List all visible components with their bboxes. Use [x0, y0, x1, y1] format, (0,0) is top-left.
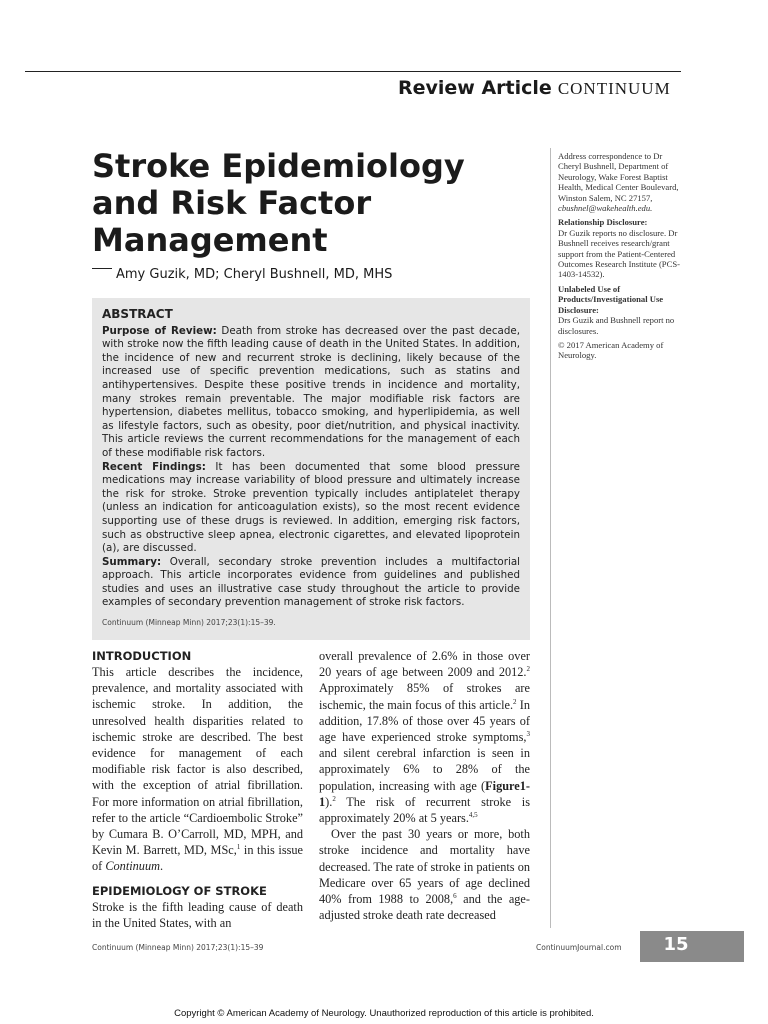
abstract-content [102, 308, 520, 610]
introduction-paragraph [92, 664, 303, 875]
sidebar-divider [550, 148, 551, 928]
unlabeled-use-disclosure [558, 284, 686, 336]
body-column-left [92, 648, 303, 931]
prevalence-text-2: Approximately 85% of strokes are ischemic, the main focus of this article. [319, 681, 530, 712]
reference-4-5[interactable]: 4,5 [468, 810, 478, 819]
intro-text: This article describes the incidence, prevalence, and mortality associated with ischemic stroke. In addition, the unresolved health disparities related to ischemic stroke are described. The best evidence for management of each modifiable risk factor is also described, with the exception of atrial fibrillation. For more information on atrial fibrillation, refer to the article “Cardioembolic Stroke” by Cumara B. O’Carroll, MD, MPH, and Kevin M. Barrett, MD, MSc, [92, 665, 303, 858]
reference-2b[interactable]: 2 [513, 697, 517, 706]
sidebar-copyright: © 2017 American Academy of Neurology. [558, 339, 664, 361]
epidemiology-heading: EPIDEMIOLOGY OF STROKE [92, 883, 267, 898]
epidemiology-paragraph: Stroke is the fifth leading cause of death in the United States, with an [92, 899, 303, 930]
abstract-summary [102, 556, 520, 610]
prevalence-text-5: ). [325, 794, 333, 809]
prevalence-text: overall prevalence of 2.6% in those over 20 years of age between 2009 and 2012. [319, 649, 530, 680]
unlabeled-heading: Unlabeled Use of Products/Investigational Use Disclosure: [558, 283, 664, 315]
footer-citation: Continuum (Minneap Minn) 2017;23(1):15–39 [92, 943, 264, 952]
unlabeled-text: Drs Guzik and Bushnell report no disclosures. [558, 315, 675, 336]
summary-label: Summary: [102, 555, 162, 568]
trends-text: Over the past 30 years or more, both stroke incidence and mortality have decreased. The rate of stroke in patients on Medicare over 65 years of age declined 40% from 1988 to 2008, [319, 827, 530, 907]
intro-text-end: . [160, 859, 164, 874]
prevalence-text-3: In addition, 17.8% of those over 45 years of age have experienced stroke symptoms, [319, 697, 530, 745]
prevalence-paragraph [319, 648, 530, 826]
article-title: Stroke Epidemiology and Risk Factor Management [92, 147, 465, 259]
abstract-purpose [102, 325, 520, 461]
page-number-box [640, 931, 744, 962]
author-list: Amy Guzik, MD; Cheryl Bushnell, MD, MHS [116, 267, 393, 282]
reference-1[interactable]: 1 [236, 843, 241, 852]
correspondence-text: Address correspondence to Dr Cheryl Bushnell, Department of Neurology, Wake Forest Baptist Health, Medical Center Boulevard, Winston Salem, NC 27157, [558, 151, 679, 203]
footer-website[interactable]: ContinuumJournal.com [536, 943, 622, 952]
summary-text: Overall, secondary stroke prevention includes a multifactorial approach. This article incorporates evidence from guidelines and published studies and uses an illustrative case study throughout the article to provide examples of secondary prevention management of stroke risk factors. [102, 555, 520, 609]
figure-link[interactable]: Figure1-1 [319, 778, 530, 809]
journal-name: CONTINUUM [557, 79, 671, 98]
abstract-findings [102, 461, 520, 556]
abstract-box [92, 298, 530, 640]
abstract-citation: Continuum (Minneap Minn) 2017;23(1):15–39. [102, 618, 276, 627]
intro-text-cont: in this issue of [92, 843, 303, 874]
relationship-heading: Relationship Disclosure: [558, 217, 648, 228]
introduction-heading: INTRODUCTION [92, 649, 192, 663]
abstract-heading: ABSTRACT [102, 307, 173, 321]
purpose-label: Purpose of Review: [102, 324, 217, 337]
correspondence-email[interactable]: cbushnel@wakehealth.edu. [558, 203, 653, 214]
reference-6[interactable]: 6 [453, 891, 457, 900]
sidebar-notes [558, 151, 686, 365]
article-type-header [398, 77, 671, 99]
relationship-text: Dr Guzik reports no disclosure. Dr Bushnell receives research/grant support from the Patient-Centered Outcomes Research Institute (PCS-1403-14532). [558, 227, 680, 280]
findings-label: Recent Findings: [102, 460, 206, 473]
header-rule [25, 71, 681, 72]
correspondence-note [558, 151, 686, 213]
author-rule [92, 268, 112, 269]
copyright-notice: Copyright © American Academy of Neurology. Unauthorized reproduction of this article is prohibited. [174, 1008, 594, 1019]
article-type-label: Review Article [398, 77, 552, 99]
findings-text: It has been documented that some blood pressure medications may increase variability of blood pressure and ultimately increase the risk for stroke. Stroke prevention typically includes antiplatelet therapy (unless an indication for anticoagulation exists), so the most recent evidence supporting use of these drugs is reviewed. In addition, emerging risk factors, such as obstructive sleep apnea, electronic cigarettes, and elevated lipoprotein (a), are discussed. [102, 460, 520, 555]
reference-2c[interactable]: 2 [332, 794, 336, 803]
body-column-right [319, 648, 530, 923]
prevalence-text-4: and silent cerebral infarction is seen in approximately 6% to 28% of the population, increasing with age ( [319, 746, 530, 793]
reference-2[interactable]: 2 [526, 665, 530, 674]
reference-3[interactable]: 3 [526, 729, 530, 738]
purpose-text: Death from stroke has decreased over the past decade, with stroke now the fifth leading cause of death in the United States. In addition, the incidence of new and recurrent stroke is declining, likely because of the increased use of specific prevention medications, such as statins and antihypertensives. Despite these positive trends in incidence and mortality, many strokes remain preventable. The major modifiable risk factors are hypertension, diabetes mellitus, tobacco smoking, and hyperlipidemia, as well as lifestyle factors, such as obesity, poor diet/nutrition, and physical inactivity. This article reviews the current recommendations for the management of each of these modifiable risk factors. [102, 324, 520, 459]
trends-paragraph [319, 826, 530, 923]
journal-italic: Continuum [105, 859, 160, 874]
relationship-disclosure [558, 217, 686, 279]
page-number: 15 [663, 934, 689, 955]
prevalence-text-6: The risk of recurrent stroke is approximately 20% at 5 years. [319, 794, 530, 826]
trends-text-2: and the age-adjusted stroke death rate decreased [319, 892, 530, 923]
